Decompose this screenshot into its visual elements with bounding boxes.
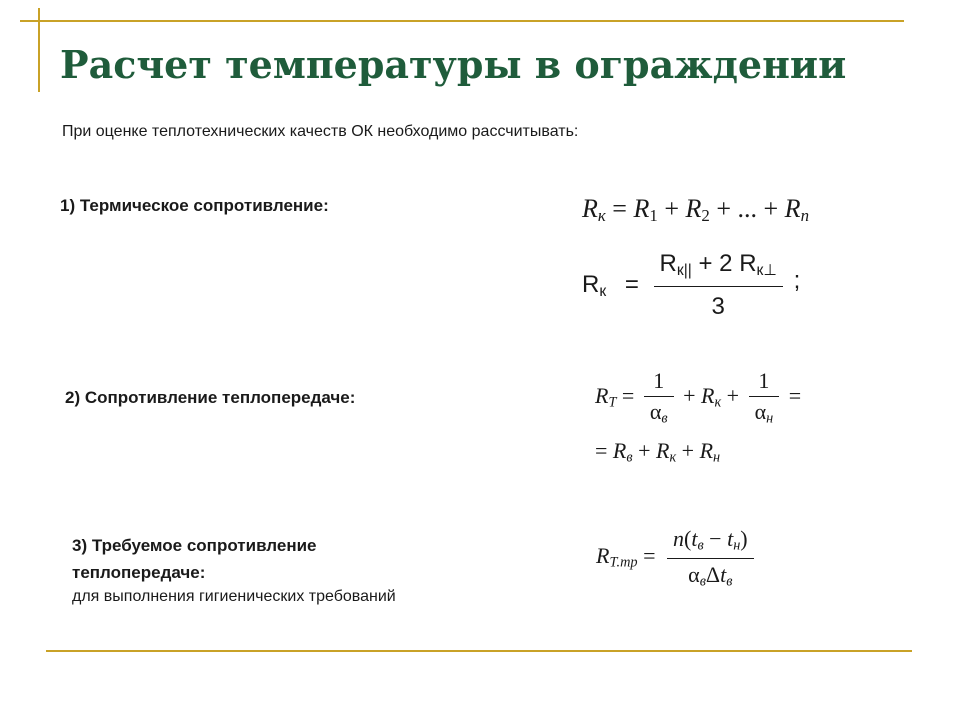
fraction: $\frac{R_{к||} + 2 R_{к\perp}}{3}$ (654, 250, 783, 321)
fraction: $\frac{n(t_в - t_н)}{\alpha_в\Delta t_в}$ (667, 526, 754, 590)
formula-heat-transfer-resistance: $R_T$ = $\frac{1}{\alpha_в}$ + $R_к$ + $\frac{1}{\alpha_н}$ = = $R_в + R_к + R_н$ (595, 368, 802, 466)
formula-thermal-resistance-sum: $R_к = R_1 + R_2$ + ... + $R_n$ (582, 194, 810, 226)
frame-left-rule (38, 8, 40, 92)
section-1-heading: 1) Термическое сопротивление: (60, 196, 329, 215)
section-3-note: для выполнения гигиенических требований (72, 588, 396, 605)
slide-title: Расчет температуры в ограждении (60, 42, 847, 87)
formula-required-resistance: $R_{Т.тр}$ = $\frac{n(t_в - t_н)}{\alpha_в\Delta t_в}$ (596, 526, 754, 590)
section-3-heading-line2: теплопередаче: (72, 563, 206, 582)
section-3-heading (72, 532, 317, 586)
section-3-heading-line1: 3) Требуемое сопротивление (72, 536, 317, 555)
section-2-heading: 2) Сопротивление теплопередаче: (65, 388, 356, 407)
frame-bottom-rule (46, 650, 912, 652)
frame-top-rule (20, 20, 904, 22)
fraction: $\frac{1}{\alpha_в}$ (644, 368, 674, 428)
formula-thermal-resistance-average: $R_к$ = $\frac{R_{к||} + 2 R_{к\perp}}{3}$ ; (582, 250, 801, 320)
fraction: $\frac{1}{\alpha_н}$ (749, 368, 780, 428)
intro-text: При оценке теплотехнических качеств ОК необходимо рассчитывать: (62, 123, 579, 140)
